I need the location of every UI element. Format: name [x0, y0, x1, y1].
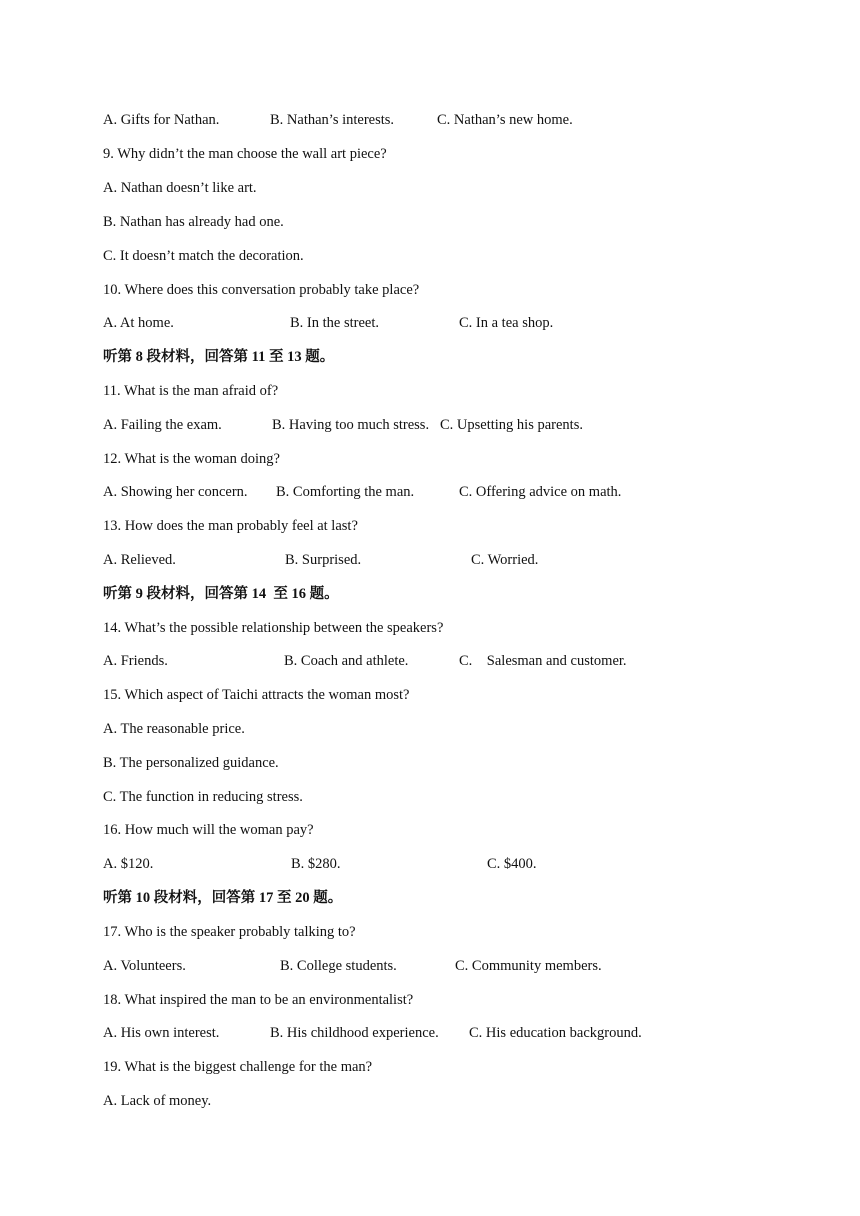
section-heading: 听第 8 段材料，回答第 11 至 13 题。: [103, 349, 335, 365]
answer-option: B. College students.: [280, 958, 397, 974]
question-line: 13. How does the man probably feel at last?: [103, 518, 358, 534]
question-line: 17. Who is the speaker probably talking to?: [103, 924, 356, 940]
answer-option: C. Nathan’s new home.: [437, 112, 573, 128]
question-line: A. The reasonable price.: [103, 721, 245, 737]
answer-option: C. Community members.: [455, 958, 602, 974]
question-line: B. The personalized guidance.: [103, 755, 279, 771]
answer-option: A. Failing the exam.: [103, 417, 222, 433]
answer-option: C. Offering advice on math.: [459, 484, 622, 500]
question-line: A. Nathan doesn’t like art.: [103, 180, 257, 196]
options-row: [0, 652, 860, 670]
question-line: 9. Why didn’t the man choose the wall art piece?: [103, 146, 387, 162]
answer-option: B. Nathan’s interests.: [270, 112, 395, 128]
answer-option: A. Gifts for Nathan.: [103, 112, 220, 128]
question-line: 14. What’s the possible relationship between the speakers?: [103, 620, 444, 636]
answer-option: B. Coach and athlete.: [284, 653, 409, 669]
question-line: 11. What is the man afraid of?: [103, 383, 279, 399]
question-line: 15. Which aspect of Taichi attracts the woman most?: [103, 687, 410, 703]
question-line: C. It doesn’t match the decoration.: [103, 248, 304, 264]
answer-option: B. $280.: [291, 856, 341, 872]
options-row: [0, 855, 860, 873]
question-line: B. Nathan has already had one.: [103, 214, 284, 230]
options-row: [0, 1024, 860, 1042]
options-row: [0, 483, 860, 501]
answer-option: C. Salesman and customer.: [459, 653, 627, 669]
answer-option: A. Showing her concern.: [103, 484, 248, 500]
answer-option: B. His childhood experience.: [270, 1025, 439, 1041]
answer-option: C. In a tea shop.: [459, 315, 554, 331]
answer-option: C. $400.: [487, 856, 537, 872]
question-line: C. The function in reducing stress.: [103, 789, 303, 805]
answer-option: A. His own interest.: [103, 1025, 220, 1041]
question-line: 19. What is the biggest challenge for the man?: [103, 1059, 373, 1075]
options-row: [0, 957, 860, 975]
section-heading: 听第 9 段材料，回答第 14 至 16 题。: [103, 586, 339, 602]
answer-option: C. Upsetting his parents.: [440, 417, 583, 433]
options-row: [0, 314, 860, 332]
options-row: [0, 551, 860, 569]
question-line: 18. What inspired the man to be an environmentalist?: [103, 992, 414, 1008]
question-line: 12. What is the woman doing?: [103, 451, 280, 467]
answer-option: A. At home.: [103, 315, 174, 331]
options-row: [0, 416, 860, 434]
answer-option: A. Volunteers.: [103, 958, 186, 974]
answer-option: C. His education background.: [469, 1025, 642, 1041]
question-line: A. Lack of money.: [103, 1093, 212, 1109]
answer-option: B. Having too much stress.: [272, 417, 430, 433]
question-line: 10. Where does this conversation probably take place?: [103, 282, 420, 298]
question-line: 16. How much will the woman pay?: [103, 822, 314, 838]
answer-option: A. $120.: [103, 856, 154, 872]
answer-option: B. In the street.: [290, 315, 379, 331]
answer-option: A. Relieved.: [103, 552, 176, 568]
answer-option: B. Comforting the man.: [276, 484, 415, 500]
answer-option: B. Surprised.: [285, 552, 362, 568]
section-heading: 听第 10 段材料，回答第 17 至 20 题。: [103, 890, 343, 906]
answer-option: C. Worried.: [471, 552, 539, 568]
answer-option: A. Friends.: [103, 653, 168, 669]
options-row: [0, 111, 860, 129]
